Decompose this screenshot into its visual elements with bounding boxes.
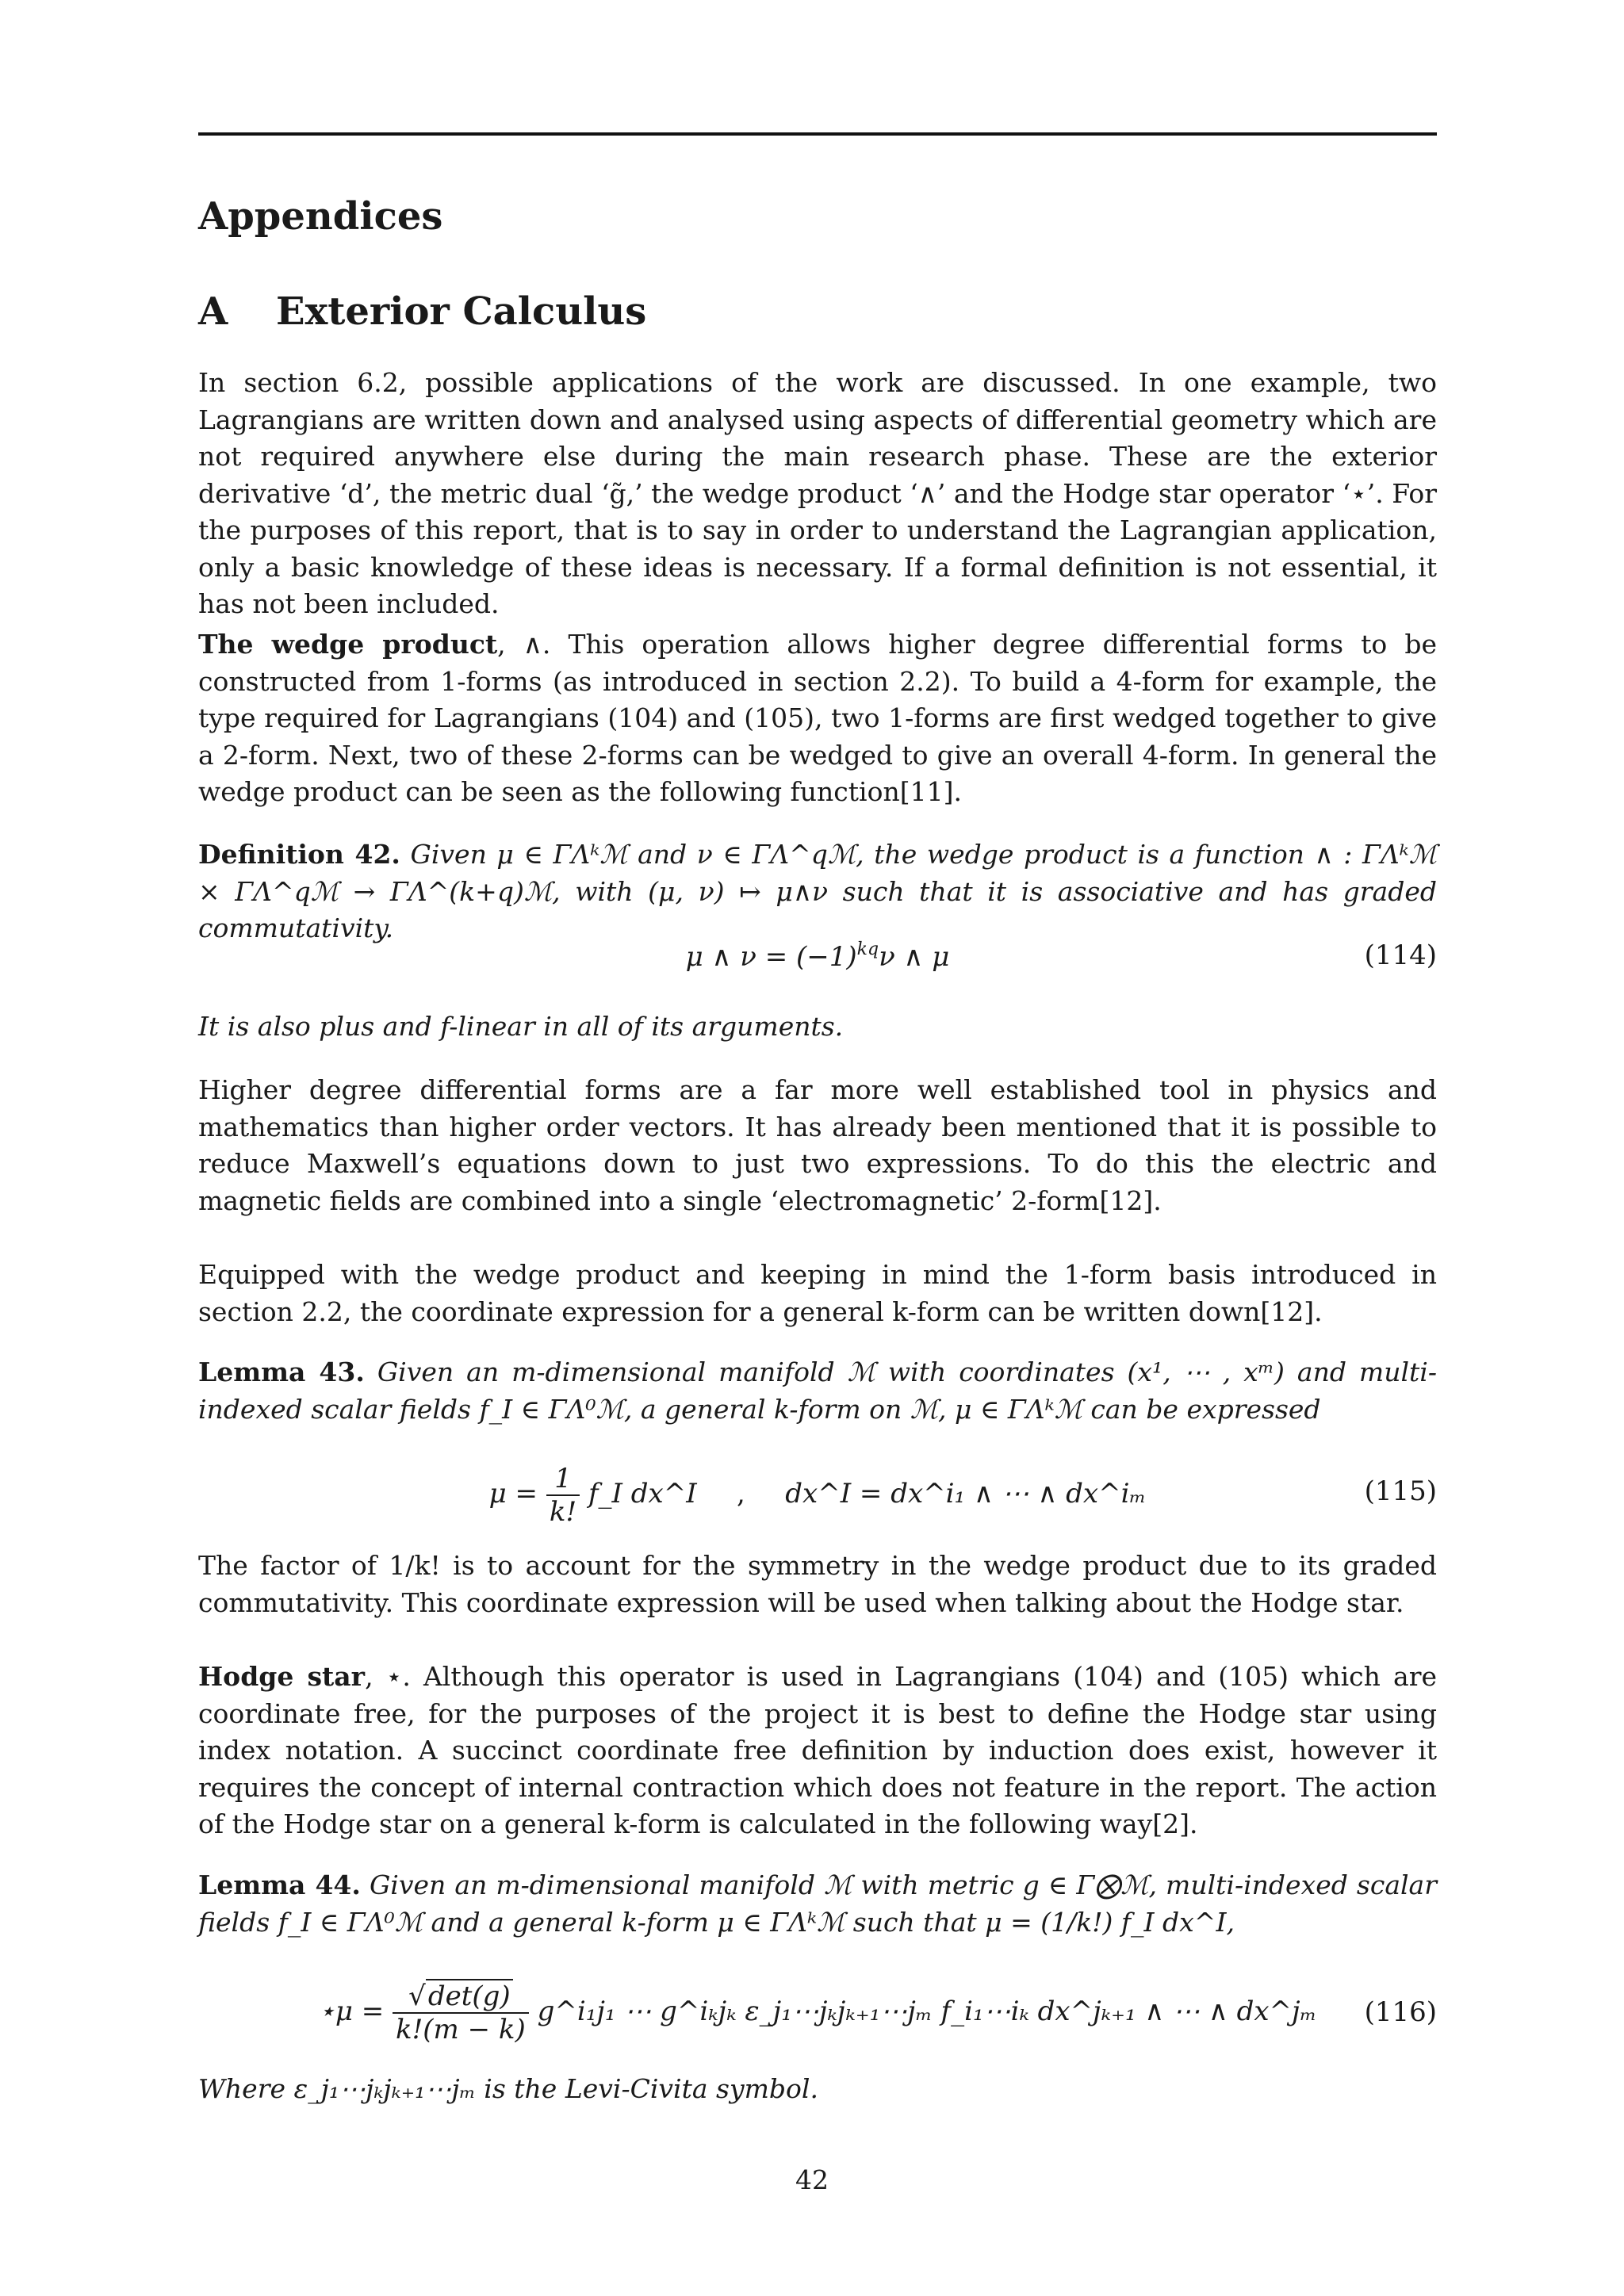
definition-42 [198,836,1437,947]
equation-114-sup: kq [856,939,879,959]
equation-116-fraction [393,1980,529,2045]
intro-paragraph: In section 6.2, possible applications of the work are discussed. In one example, two Lagrangians are written down and analysed using aspects of differential geometry which are not required anywhere else during the main research phase. These are the exterior derivative ‘d’, the metric dual ‘g̃,’ the wedge product ‘∧’ and the Hodge star operator ‘⋆’. For the purposes of this report, that is to say in order to understand the Lagrangian application, only a basic knowledge of these ideas is necessary. If a formal definition is not essential, it has not been included. [198,367,1437,619]
equation-115-rhs: dx^I = dx^i₁ ∧ ⋯ ∧ dx^iₘ [785,1478,1147,1510]
equation-116-lhs: ⋆μ = [318,1996,385,2027]
equation-116 [198,1974,1437,2045]
higher-degree-paragraph: Higher degree differential forms are a far more well established tool in physics and mathematics than higher order vectors. It has already been mentioned that it is possible to reduce Maxwell’s equations down to just two expressions. To do this the electric and magnetic fields are combined into a single ‘electromagnetic’ 2-form[12]. [198,1074,1437,1216]
lemma-43 [198,1354,1437,1428]
lemma-44-text: Given an m-dimensional manifold ℳ with metric g ∈ Γ⨂ℳ, multi-indexed scalar fields f_I ∈ ΓΛ⁰ℳ and a general k-form μ ∈ ΓΛᵏℳ such that μ = (1/k!) f_I dx^I, [198,1869,1437,1938]
equation-116-frac-num-wrap: √det(g) [393,1980,529,2014]
equation-115-frac-num: 1 [546,1463,580,1496]
page-number: 42 [795,2164,829,2195]
equation-115-lhs: μ = [488,1478,538,1510]
hodge-paragraph [198,1659,1437,1843]
factor-paragraph: The factor of 1/k! is to account for the symmetry in the wedge product due to its graded commutativity. This coordinate expression will be used when talking about the Hodge star. [198,1550,1437,1618]
equation-114-rhs: ν ∧ μ [879,941,950,973]
equation-115-separator: , [737,1478,745,1510]
equation-115-fraction [546,1463,580,1528]
header-rule [198,132,1437,136]
equation-115-mid: f_I dx^I [588,1478,697,1510]
equation-114-lhs: μ ∧ ν = (−1) [685,941,857,973]
wedge-symbol: , ∧. [497,629,551,660]
equation-116-rhs: g^i₁j₁ ⋯ g^iₖjₖ ε_j₁⋯jₖjₖ₊₁⋯jₘ f_i₁⋯iₖ dx^jₖ₊₁ ∧ ⋯ ∧ dx^jₘ [537,1996,1317,2027]
equation-115-frac-den: k! [549,1496,577,1528]
section-number: A [198,289,228,334]
equipped-paragraph: Equipped with the wedge product and keeping in mind the 1-form basis introduced in section 2.2, the coordinate expression for a general k-form can be written down[12]. [198,1259,1437,1327]
equation-114-label: (114) [1364,939,1437,971]
section-title: Exterior Calculus [276,289,647,334]
equation-116-frac-den: k!(m − k) [396,2014,526,2045]
wedge-paragraph [198,626,1437,811]
hodge-lead: Hodge star [198,1661,366,1692]
wedge-text: This operation allows higher degree differential forms to be constructed from 1-forms (as introduced in section 2.2). To build a 4-form for example, the type required for Lagrangians (104) and (105), two 1-forms are first wedged together to give a 2-form. Next, two of these 2-forms can be wedged to give an overall 4-form. In general the wedge product can be seen as the following function[11]. [198,629,1438,807]
lemma-43-name: Lemma 43. [198,1357,365,1387]
hodge-symbol: , ⋆. [365,1661,411,1692]
equation-114-body [198,939,1437,973]
levi-civita-note: Where ε_j₁⋯jₖjₖ₊₁⋯jₘ is the Levi-Civita symbol. [198,2073,818,2104]
equation-116-frac-num: det(g) [426,1979,513,2012]
equation-115-label: (115) [1364,1475,1437,1507]
equation-114 [198,939,1437,987]
definition-42-after: It is also plus and f-linear in all of its arguments. [198,1011,844,1042]
section-heading [198,289,646,334]
equation-116-body [198,1980,1437,2045]
equation-116-label: (116) [1364,1996,1437,2028]
definition-42-name: Definition 42. [198,839,400,870]
lemma-43-text: Given an m-dimensional manifold ℳ with coordinates (x¹, ⋯ , xᵐ) and multi-indexed scalar fields f_I ∈ ΓΛ⁰ℳ, a general k-form on ℳ, μ ∈ ΓΛᵏℳ can be expressed [198,1357,1437,1425]
appendices-heading: Appendices [198,194,443,239]
lemma-44-name: Lemma 44. [198,1869,361,1900]
equation-115-body [198,1463,1437,1528]
hodge-text: Although this operator is used in Lagrangians (104) and (105) which are coordinate free, for the purposes of the project it is best to define the Hodge star using index notation. A succinct coordinate free definition by induction does exist, however it requires the concept of internal contraction which does not feature in the report. The action of the Hodge star on a general k-form is calculated in the following way[2]. [198,1661,1437,1839]
lemma-44 [198,1867,1437,1941]
equation-115 [198,1455,1437,1528]
definition-42-text: Given μ ∈ ΓΛᵏℳ and ν ∈ ΓΛ^qℳ, the wedge product is a function ∧ : ΓΛᵏℳ × ΓΛ^qℳ → ΓΛ^(k+q)ℳ, with (μ, ν) ↦ μ∧ν such that it is associative and has graded commutativity. [198,839,1438,943]
wedge-lead: The wedge product [198,629,498,660]
